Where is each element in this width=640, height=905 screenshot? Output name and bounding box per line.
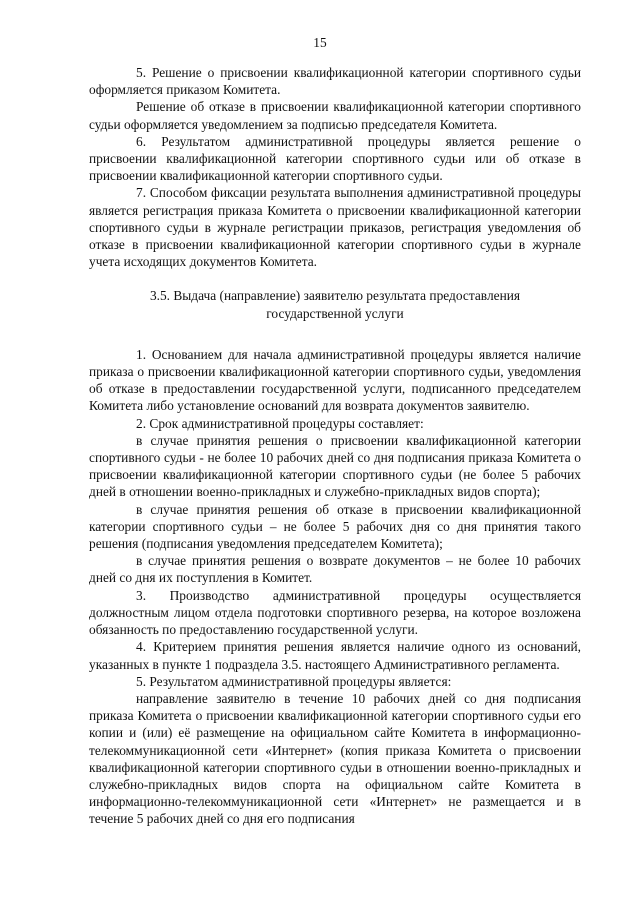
- section-heading-line: государственной услуги: [266, 305, 404, 321]
- paragraph: Решение об отказе в присвоении квалификационной категории спортивного судьи оформляется уведомлением за подписью председателя Комитета.: [89, 99, 581, 132]
- paragraph: 6. Результатом административной процедуры является решение о присвоении квалификационной категории спортивного судьи или об отказе в присвоении квалификационной категории спортивного судьи.: [89, 133, 581, 184]
- paragraph: 7. Способом фиксации результата выполнения административной процедуры является регистрация приказа Комитета о присвоении квалификационной категории спортивного судьи в журнале регистрации приказов, регистрация уведомления об отказе в присвоении квалификационной категории спортивного судьи в журнале учета исходящих документов Комитета.: [89, 185, 581, 270]
- paragraph: 5. Результатом административной процедуры является:: [136, 673, 452, 689]
- paragraph: 3. Производство административной процедуры осуществляется должностным лицом отдела подготовки спортивного резерва, на которое возложена обязанность по предоставлению государственной услуги.: [89, 587, 581, 638]
- paragraph: направление заявителю в течение 10 рабочих дней со дня подписания приказа Комитета о присвоении квалификационной категории спортивного судьи его копии и (или) её размещение на официальном сайте Комитета в информационно-телекоммуникационной сети «Интернет» (копия приказа Комитета о присвоении квалификационной категории спортивного судьи в отношении военно-прикладных и служебно-прикладных видов спорта на официальном сайте Комитета в информационно-телекоммуникационной сети «Интернет» не размещается и в течение 5 рабочих дней со дня его подписания: [89, 690, 581, 827]
- page-number: 15: [313, 35, 327, 50]
- paragraph: 2. Срок административной процедуры составляет:: [136, 415, 424, 431]
- paragraph: в случае принятия решения о возврате документов – не более 10 рабочих дней со дня их поступления в Комитет.: [89, 553, 581, 586]
- section-heading: [89, 287, 581, 321]
- paragraph: 4. Критерием принятия решения является наличие одного из оснований, указанных в пункте 1 подраздела 3.5. настоящего Административного регламента.: [89, 639, 581, 672]
- paragraph: 1. Основанием для начала административной процедуры является наличие приказа о присвоении квалификационной категории спортивного судьи, уведомления об отказе в предоставлении государственной услуги, подписанного председателем Комитета либо установление оснований для возврата документов заявителю.: [89, 346, 581, 414]
- paragraph: в случае принятия решения о присвоении квалификационной категории спортивного судьи - не более 10 рабочих дней со дня подписания приказа Комитета о присвоении квалификационной категории спортивного судьи (не более 5 рабочих дней в отношении военно-прикладных и служебно-прикладных видов спорта);: [89, 432, 581, 500]
- paragraph: 5. Решение о присвоении квалификационной категории спортивного судьи оформляется приказом Комитета.: [89, 65, 581, 98]
- page-content: [89, 64, 581, 828]
- section-heading-line: 3.5. Выдача (направление) заявителю результата предоставления: [149, 288, 521, 304]
- paragraph: в случае принятия решения об отказе в присвоении квалификационной категории спортивного судьи – не более 5 рабочих дня со дня принятия такого решения (подписания уведомления председателем Комитета);: [89, 501, 581, 552]
